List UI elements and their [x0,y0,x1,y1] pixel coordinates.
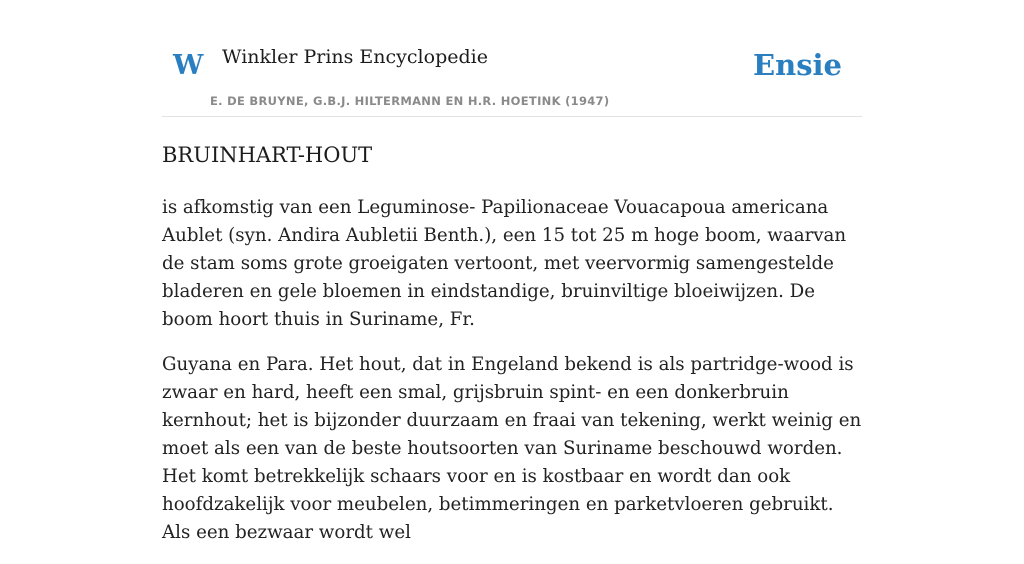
article-paragraph-1: is afkomstig van een Leguminose- Papilionaceae Vouacapoua americana Aublet (syn. Andira Aubletii Benth.), een 15 tot 25 m hoge boom, waarvan de stam soms grote groeigaten vertoont, met veervormig samengestelde bladeren en gele bloemen in eindstandige, bruinviltige bloeiwijzen. De boom hoort thuis in Suriname, Fr. [162,197,847,330]
book-authors: E. DE BRUYNE, G.B.J. HILTERMANN EN H.R. HOETINK (1947) [210,94,610,108]
entry-title: BRUINHART-HOUT [162,143,373,167]
winkler-prins-logo-icon[interactable]: W [173,50,204,81]
ensie-logo-link[interactable]: Ensie [753,48,842,82]
book-title-link[interactable]: Winkler Prins Encyclopedie [222,46,488,68]
header [162,0,862,117]
article [162,138,862,564]
article-paragraph-2: Guyana en Para. Het hout, dat in Engeland bekend is als partridge-wood is zwaar en hard, heeft een smal, grijsbruin spint- en een donkerbruin kernhout; het is bijzonder duurzaam en fraai van tekening, werkt weinig en moet als een van de beste houtsoorten van Suriname beschouwd worden. Het komt betrekkelijk schaars voor en is kostbaar en wordt dan ook hoofdzakelijk voor meubelen, betimmeringen en parketvloeren gebruikt. Als een bezwaar wordt wel [162,354,862,543]
